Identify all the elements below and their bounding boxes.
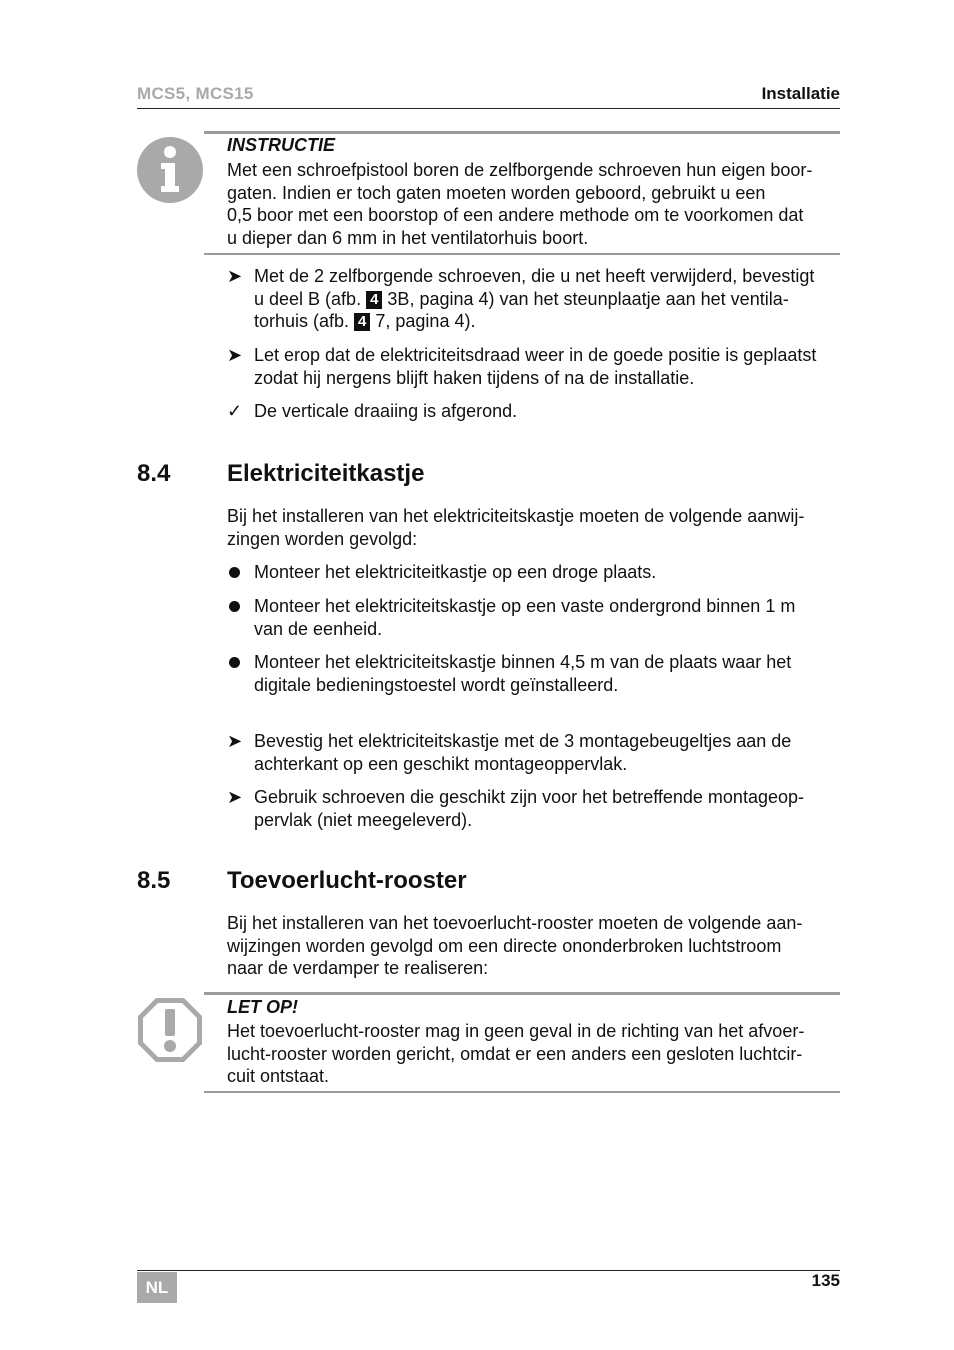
header-product: MCS5, MCS15 bbox=[137, 84, 254, 103]
warning-octagon-icon bbox=[136, 996, 204, 1064]
figure-badge: 4 bbox=[366, 291, 382, 309]
section-number: 8.4 bbox=[137, 460, 171, 487]
arrow-icon: ➤ bbox=[227, 266, 243, 286]
note-title: LET OP! bbox=[227, 997, 298, 1017]
check-icon: ✓ bbox=[227, 401, 243, 421]
header-chapter: Installatie bbox=[761, 84, 840, 103]
note-text: Met een schroefpistool boren de zelfborgende schroeven hun eigen boor- gaten. Indien er toch gaten moeten worden geboord, gebruikt u een 0,5 boor met een boorstop of een andere methode om te voorkomen dat u dieper dan 6 mm in het ventilatorhuis boort. bbox=[227, 160, 813, 248]
section-intro: Bij het installeren van het elektriciteitskastje moeten de volgende aanwij- zingen worden gevolgd: bbox=[227, 506, 805, 549]
footer-rule bbox=[137, 1270, 840, 1271]
bullet-icon bbox=[229, 601, 240, 612]
note-bottom-rule bbox=[204, 1091, 840, 1093]
arrow-icon: ➤ bbox=[227, 345, 243, 365]
section-title: Toevoerlucht-rooster bbox=[227, 867, 467, 894]
note-text: Het toevoerlucht-rooster mag in geen geval in de richting van het afvoer- lucht-rooster worden gericht, omdat er een anders een gesloten luchtcir- cuit ontstaat. bbox=[227, 1021, 805, 1086]
arrow-icon: ➤ bbox=[227, 787, 243, 807]
note-top-rule bbox=[204, 992, 840, 995]
figure-badge: 4 bbox=[354, 313, 370, 331]
bullet-icon bbox=[229, 567, 240, 578]
section-number: 8.5 bbox=[137, 867, 171, 894]
arrow-icon: ➤ bbox=[227, 731, 243, 751]
info-icon bbox=[136, 136, 204, 204]
note-bottom-rule bbox=[204, 253, 840, 255]
page-number: 135 bbox=[811, 1271, 840, 1290]
section-title: Elektriciteitkastje bbox=[227, 460, 425, 487]
bullet-icon bbox=[229, 657, 240, 668]
note-top-rule bbox=[204, 131, 840, 134]
note-title: INSTRUCTIE bbox=[227, 135, 335, 155]
header-rule bbox=[137, 108, 840, 109]
language-badge: NL bbox=[137, 1272, 177, 1303]
section-intro: Bij het installeren van het toevoerlucht-rooster moeten de volgende aan- wijzingen worden gevolgd om een directe ononderbroken luchtstroom naar de verdamper te realiseren: bbox=[227, 913, 803, 978]
